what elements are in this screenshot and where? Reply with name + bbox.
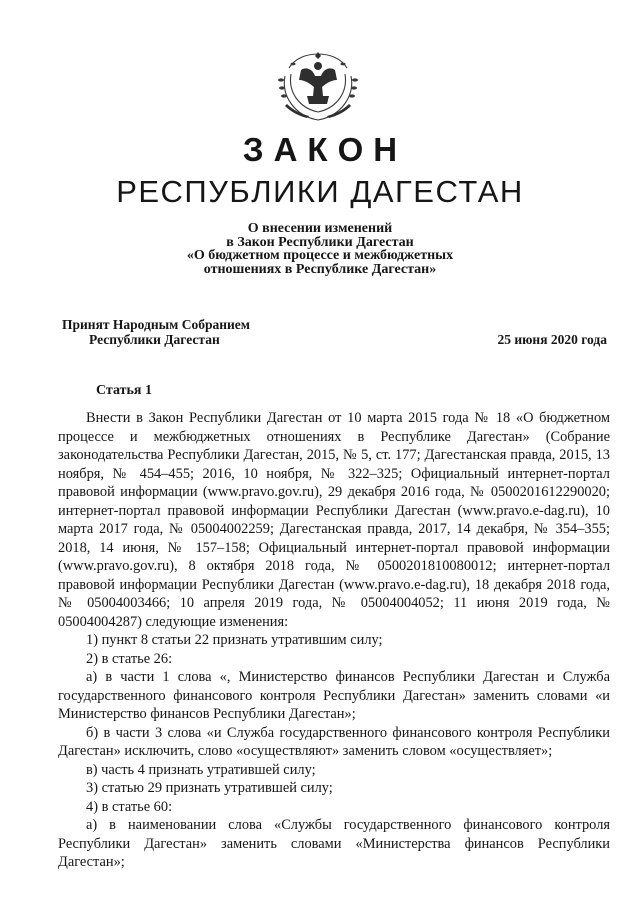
law-name-line: «О бюджетном процессе и межбюджетных <box>186 248 454 263</box>
article-paragraph: а) в части 1 слова «, Министерство финансов Республики Дагестан и Служба государственного финансового контроля Республики Дагестан» заменить словами «и Министерство финансов Республики Дагестан»; <box>58 669 610 722</box>
law-title: ЗАКОН <box>242 131 408 168</box>
law-name-line: О внесении изменений <box>247 221 393 236</box>
article-title: Статья 1 <box>96 383 152 398</box>
law-name <box>0 222 640 276</box>
article-paragraph: б) в части 3 слова «и Служба государственного финансового контроля Республики Дагестан» исключить, слово «осуществляют» заменить словом «осуществляет»; <box>58 724 610 759</box>
adoption-line: Республики Дагестан <box>89 332 220 347</box>
article-paragraph: 2) в статье 26: <box>86 650 173 667</box>
adoption-body <box>62 317 250 347</box>
law-name-line: в Закон Республики Дагестан <box>226 234 414 250</box>
coat-of-arms-icon <box>271 44 365 124</box>
adoption-line: Принят Народным Собранием <box>62 317 250 332</box>
article-paragraph: Внести в Закон Республики Дагестан от 10 марта 2015 года № 18 «О бюджетном процессе и межбюджетных отношениях в Республике Дагестан» (Собрание законодательства Республики Дагестан, 2015, № 5, ст. 177; Дагестанская правда, 2015, 13 ноября, № 454–455; 2016, 10 ноября, № 322–325; Официальный интернет-портал правовой информации (www.pravo.gov.ru), 29 декабря 2016 года, № 0500201612290020; интернет-портал правовой информации Республики Дагестан (www.pravo.e-dag.ru), 10 марта 2017 года, № 05004002259; Дагестанская правда, 2017, 14 декабря, № 354–355; 2018, 14 июня, № 157–158; Официальный интернет-портал правовой информации (www.pravo.gov.ru), 8 октября 2018 года, № 0500201810080012; интернет-портал правовой информации Республики Дагестан (www.pravo.e-dag.ru), 18 декабря 2018 года, № 05004003466; 10 апреля 2019 года, № 05004004052; 11 июня 2019 года, № 05004004287) следующие изменения: <box>58 410 610 630</box>
article-paragraph: в) часть 4 признать утратившей силу; <box>86 761 316 778</box>
article-paragraph: 3) статью 29 признать утратившей силу; <box>86 780 333 796</box>
adoption-date: 25 июня 2020 года <box>497 332 607 347</box>
article-paragraph: а) в наименовании слова «Службы государственного финансового контроля Республики Дагестан» заменить словами «Министерства финансов Республики Дагестан»; <box>58 817 610 870</box>
law-subtitle: РЕСПУБЛИКИ ДАГЕСТАН <box>116 174 524 209</box>
article-paragraph: 4) в статье 60: <box>86 798 173 815</box>
article-paragraph: 1) пункт 8 статьи 22 признать утратившим силу; <box>86 632 383 648</box>
article-body <box>58 409 610 872</box>
law-name-line: отношениях в Республике Дагестан» <box>203 261 437 277</box>
